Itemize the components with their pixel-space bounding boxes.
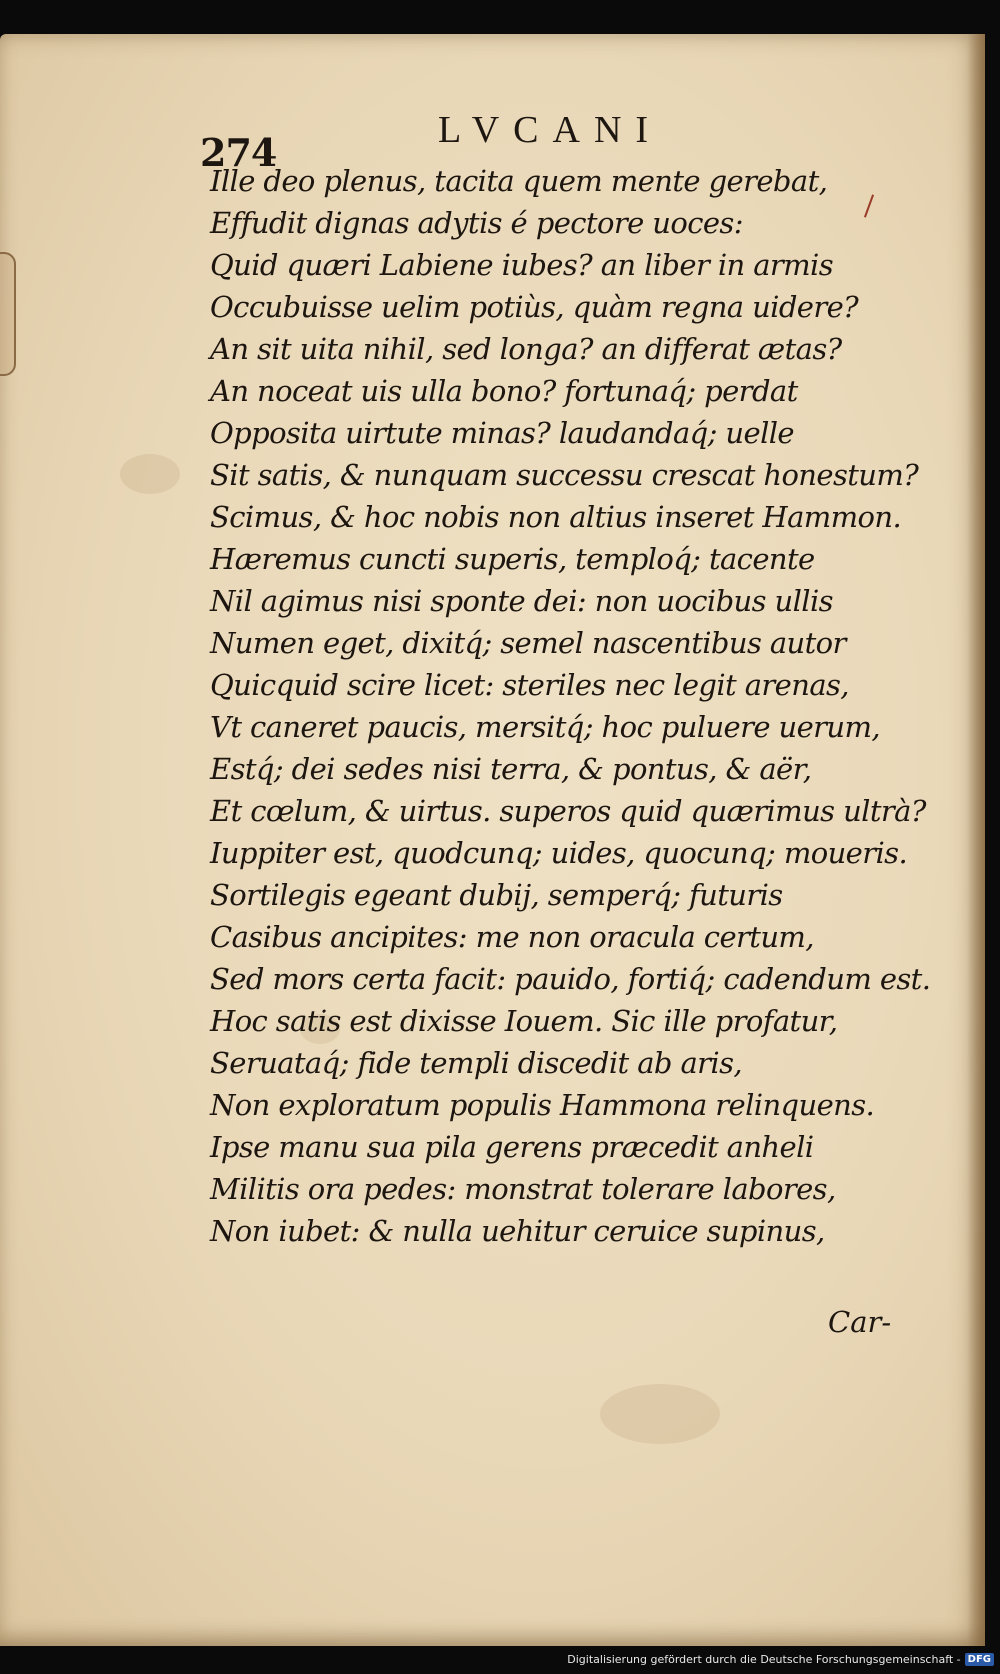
- verse-line: Opposita uirtute minas? laudandaq́; uelle: [210, 416, 794, 450]
- verse-line: Nil agimus nisi sponte dei: non uocibus ullis: [210, 584, 833, 618]
- verse-line: An sit uita nihil, sed longa? an differat ætas?: [210, 332, 842, 366]
- verse-line: Casibus ancipites: me non oracula certum,: [210, 920, 814, 954]
- verse-line: Occubuisse uelim potiùs, quàm regna uidere?: [210, 290, 859, 324]
- page-edge-shadow: [967, 34, 985, 1646]
- dfg-logo: DFG: [965, 1653, 994, 1666]
- catchword: Car-: [828, 1305, 892, 1339]
- verse-line: Sortilegis egeant dubij, semperq́; futuris: [210, 878, 783, 912]
- verse-line: An noceat uis ulla bono? fortunaq́; perdat: [210, 374, 798, 408]
- verse-line: Hæremus cuncti superis, temploq́; tacente: [210, 542, 815, 576]
- verse-line: Quid quæri Labiene iubes? an liber in armis: [210, 248, 834, 282]
- digitization-credit: [567, 1648, 994, 1670]
- verse-line: Vt caneret paucis, mersitq́; hoc puluere uerum,: [210, 710, 881, 744]
- verse-line: Quicquid scire licet: steriles nec legit arenas,: [210, 668, 849, 702]
- verse-line: Effudit dignas adytis é pectore uoces:: [210, 206, 743, 240]
- running-head: LVCANI: [438, 109, 663, 151]
- paper-stain: [120, 454, 180, 494]
- binding-clip: [0, 252, 16, 376]
- verse-line: Non iubet: & nulla uehitur ceruice supinus,: [210, 1214, 825, 1248]
- verse-line: Sed mors certa facit: pauido, fortiq́; cadendum est.: [210, 962, 931, 996]
- credit-text: Digitalisierung gefördert durch die Deutsche Forschungsgemeinschaft -: [567, 1652, 961, 1666]
- verse-line: Sit satis, & nunquam successu crescat honestum?: [210, 458, 919, 492]
- verse-line: Scimus, & hoc nobis non altius inseret Hammon.: [210, 500, 902, 534]
- verse-line: Hoc satis est dixisse Iouem. Sic ille profatur,: [210, 1004, 838, 1038]
- verse-line: Seruataq́; fide templi discedit ab aris,: [210, 1046, 742, 1080]
- verse-line: Iuppiter est, quodcunq; uides, quocunq; moueris.: [210, 836, 908, 870]
- paper-stain: [600, 1384, 720, 1444]
- verse-line: Militis ora pedes: monstrat tolerare labores,: [210, 1172, 836, 1206]
- verse-text-block: [210, 160, 930, 1252]
- verse-line: Non exploratum populis Hammona relinquens.: [210, 1088, 875, 1122]
- verse-line: Et cœlum, & uirtus. superos quid quærimus ultrà?: [210, 794, 926, 828]
- page-number: 274: [200, 130, 277, 175]
- verse-line: Ille deo plenus, tacita quem mente gerebat,: [210, 164, 828, 198]
- verse-line: Numen eget, dixitq́; semel nascentibus autor: [210, 626, 846, 660]
- verse-line: Ipse manu sua pila gerens præcedit anheli: [210, 1130, 814, 1164]
- verse-line: Estq́; dei sedes nisi terra, & pontus, & aër,: [210, 752, 812, 786]
